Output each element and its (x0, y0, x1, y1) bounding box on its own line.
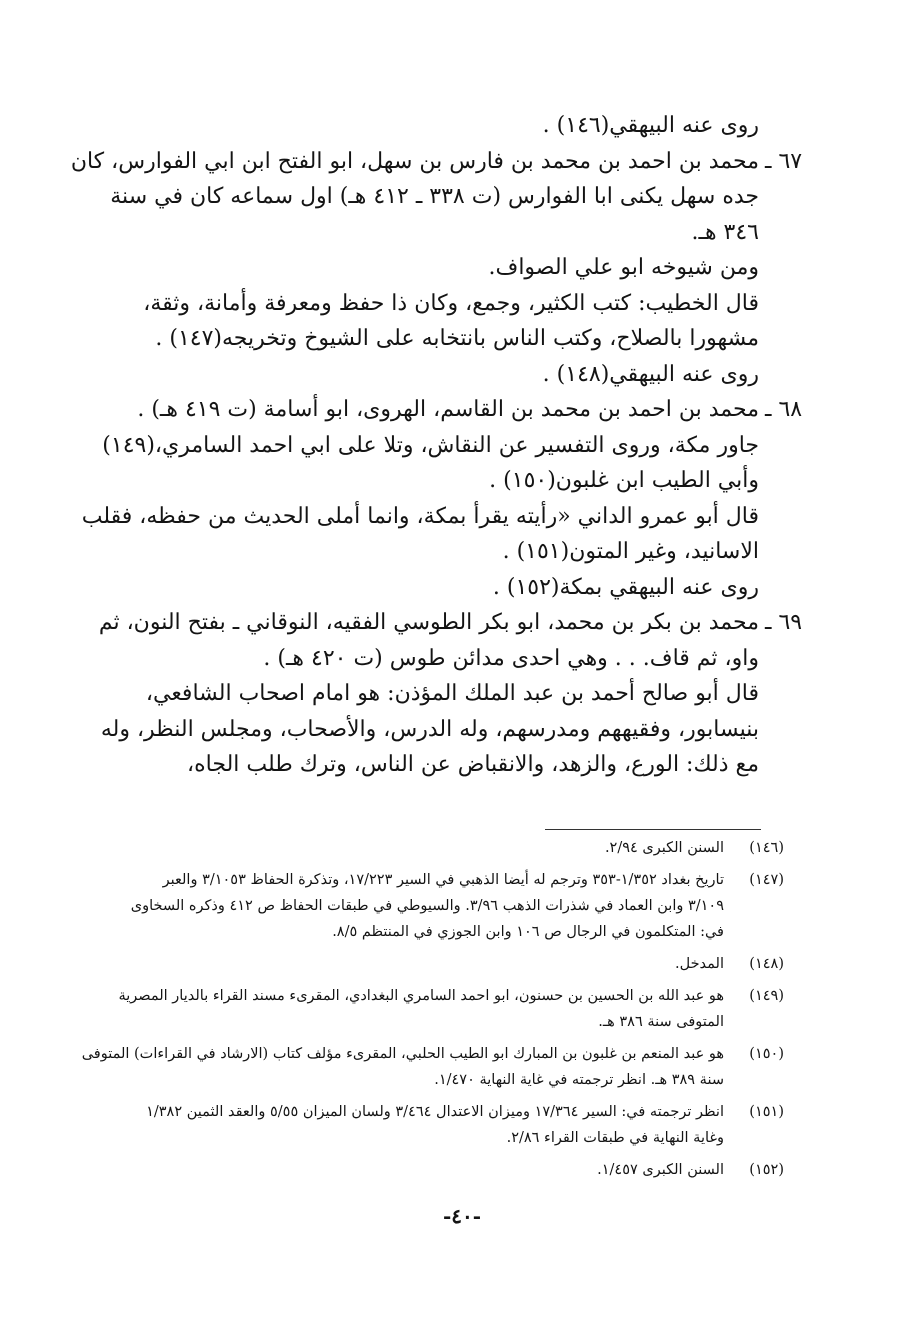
footnote-text: هو عبد المنعم بن غلبون بن المبارك ابو الطيب الحلبي، المقرىء مؤلف كتاب (الارشاد في القراءات) المتوفى (81, 1046, 724, 1062)
line-text: محمد بن احمد بن محمد بن القاسم، الهروى، ابو أسامة (ت ٤١٩ هـ) . (137, 397, 759, 422)
footnote-number: (١٤٩) (749, 988, 784, 1004)
line-text: محمد بن احمد بن محمد بن فارس بن سهل، ابو الفتح ابن ابي الفوارس، كان (70, 148, 759, 174)
line-text: واو، ثم قاف. . . وهي احدى مدائن طوس (ت ٤٢٠ هـ) . (263, 645, 759, 671)
text-line (75, 605, 803, 641)
text-line (75, 357, 759, 393)
text-line (75, 286, 759, 322)
footnote (80, 835, 784, 861)
footnote-number: (١٤٦) (749, 840, 784, 856)
footnote (80, 983, 784, 1035)
text-line (70, 144, 803, 180)
line-text: محمد بن بكر بن محمد، ابو بكر الطوسي الفقيه، النوقاني ـ بفتح النون، ثم (98, 610, 759, 635)
footnote-text: المدخل. (675, 956, 724, 972)
line-text: قال الخطيب: كتب الكثير، وجمع، وكان ذا حفظ ومعرفة وأمانة، وثقة، (143, 290, 759, 316)
footnote-number: (١٥١) (749, 1104, 784, 1120)
line-text: قال أبو عمرو الداني «رأيته يقرأ بمكة، وانما أملى الحديث من حفظه، فقلب (81, 503, 759, 529)
main-text (70, 108, 803, 783)
text-line (75, 215, 759, 251)
line-text: قال أبو صالح أحمد بن عبد الملك المؤذن: هو امام اصحاب الشافعي، (145, 681, 759, 706)
entry-number: ٦٨ ـ (765, 397, 803, 422)
text-line (75, 712, 759, 748)
footnote (80, 1041, 784, 1093)
footnote-number: (١٤٧) (749, 872, 784, 888)
line-text: جاور مكة، وروى التفسير عن النقاش، وتلا على ابي احمد السامري،(١٤٩) (102, 432, 759, 458)
text-line (75, 179, 759, 215)
text-line (75, 676, 759, 712)
line-text: روى عنه البيهقي(١٤٨) . (542, 361, 759, 387)
line-text: ومن شيوخه ابو علي الصواف. (488, 255, 759, 280)
text-line (75, 534, 759, 570)
footnote-text: وغاية النهاية في طبقات القراء ٢/٨٦. (506, 1130, 724, 1146)
line-text: مشهورا بالصلاح، وكتب الناس بانتخابه على الشيوخ وتخريجه(١٤٧) . (155, 326, 759, 351)
footnote-text: سنة ٣٨٩ هـ. انظر ترجمته في غاية النهاية ١/٤٧٠. (434, 1072, 724, 1088)
text-line (75, 463, 759, 499)
line-text: روى عنه البيهقي(١٤٦) . (542, 113, 759, 138)
text-line (75, 108, 759, 144)
footnote-text: تاريخ بغداد ١/٣٥٢-٣٥٣ وترجم له أيضا الذهبي في السير ١٧/٢٢٣، وتذكرة الحفاظ ٣/١٠٥٣ والعبر (162, 872, 724, 888)
text-line (75, 570, 759, 606)
footnote-text: هو عبد الله بن الحسين بن حسنون، ابو احمد السامري البغدادي، المقرىء مسند القراء بالديار المصرية (118, 988, 724, 1004)
footnote-divider (545, 829, 761, 830)
footnote (80, 1157, 784, 1183)
text-line (75, 250, 759, 286)
footnote (80, 1099, 784, 1151)
footnote-number: (١٥٠) (749, 1046, 784, 1062)
line-text: بنيسابور، وفقيههم ومدرسهم، وله الدرس، والأصحاب، ومجلس النظر، وله (100, 716, 759, 742)
footnote-text: المتوفى سنة ٣٨٦ هـ. (598, 1014, 724, 1030)
text-line (75, 499, 759, 535)
entry-number: ٦٩ ـ (765, 610, 803, 635)
entry-number: ٦٧ ـ (765, 148, 803, 174)
line-text: الاسانيد، وغير المتون(١٥١) . (502, 539, 759, 564)
footnote (80, 951, 784, 977)
footnote-text: ٣/١٠٩ وابن العماد في شذرات الذهب ٣/٩٦. والسيوطي في طبقات الحفاظ ص ٤١٢ وذكره السخاوى (130, 898, 724, 914)
footnotes (80, 835, 784, 1189)
page-number: -٤٠- (442, 1204, 482, 1228)
footnote-number: (١٥٢) (749, 1162, 784, 1178)
footnote-text: انظر ترجمته في: السير ١٧/٣٦٤ وميزان الاعتدال ٣/٤٦٤ ولسان الميزان ٥/٥٥ والعقد الثمين ١/٣٨٢ (146, 1104, 724, 1120)
line-text: ٣٤٦ هـ. (691, 219, 759, 245)
line-text: وأبي الطيب ابن غلبون(١٥٠) . (489, 468, 759, 493)
footnote-text: في: المتكلمون في الرجال ص ١٠٦ وابن الجوزي في المنتظم ٨/٥. (332, 924, 724, 940)
line-text: روى عنه البيهقي بمكة(١٥٢) . (492, 574, 759, 600)
line-text: جده سهل يكنى ابا الفوارس (ت ٣٣٨ ـ ٤١٢ هـ) اول سماعه كان في سنة (110, 184, 759, 209)
text-line (75, 747, 759, 783)
line-text: مع ذلك: الورع، والزهد، والانقباض عن الناس، وترك طلب الجاه، (187, 752, 759, 777)
text-line (75, 392, 803, 428)
text-line (75, 428, 759, 464)
footnote (80, 867, 784, 945)
footnote-text: السنن الكبرى ٢/٩٤. (604, 840, 724, 856)
text-line (75, 321, 759, 357)
footnote-text: السنن الكبرى ١/٤٥٧. (597, 1162, 724, 1178)
footnote-number: (١٤٨) (749, 956, 784, 972)
text-line (75, 641, 759, 677)
